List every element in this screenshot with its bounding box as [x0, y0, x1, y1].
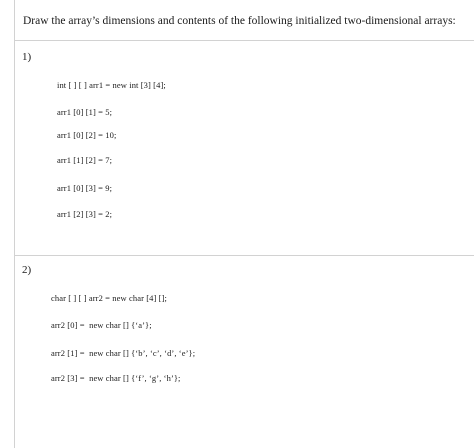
q1-code-line-6: arr1 [2] [3] = 2; [57, 209, 113, 219]
q2-code-line-4: arr2 [3] = new char [] {‘f’, ‘g’, ‘h’}; [51, 373, 181, 383]
q2-code-line-2: arr2 [0] = new char [] {‘a’}; [51, 320, 152, 330]
q1-code-line-1: int [ ] [ ] arr1 = new int [3] [4]; [57, 80, 166, 90]
question-2-number: 2) [22, 264, 32, 276]
questions-frame [14, 40, 474, 448]
q1-code-line-3: arr1 [0] [2] = 10; [57, 130, 117, 140]
instruction-text: Draw the array’s dimensions and contents of the following initialized two-dimensional arrays: [23, 15, 456, 27]
question-divider [14, 255, 474, 256]
question-1-number: 1) [22, 51, 32, 63]
q1-code-line-5: arr1 [0] [3] = 9; [57, 183, 113, 193]
q2-code-line-1: char [ ] [ ] arr2 = new char [4] []; [51, 293, 167, 303]
q2-code-line-3: arr2 [1] = new char [] {‘b’, ‘c’, ‘d’, ‘e’}; [51, 348, 196, 358]
q1-code-line-4: arr1 [1] [2] = 7; [57, 155, 113, 165]
q1-code-line-2: arr1 [0] [1] = 5; [57, 107, 113, 117]
